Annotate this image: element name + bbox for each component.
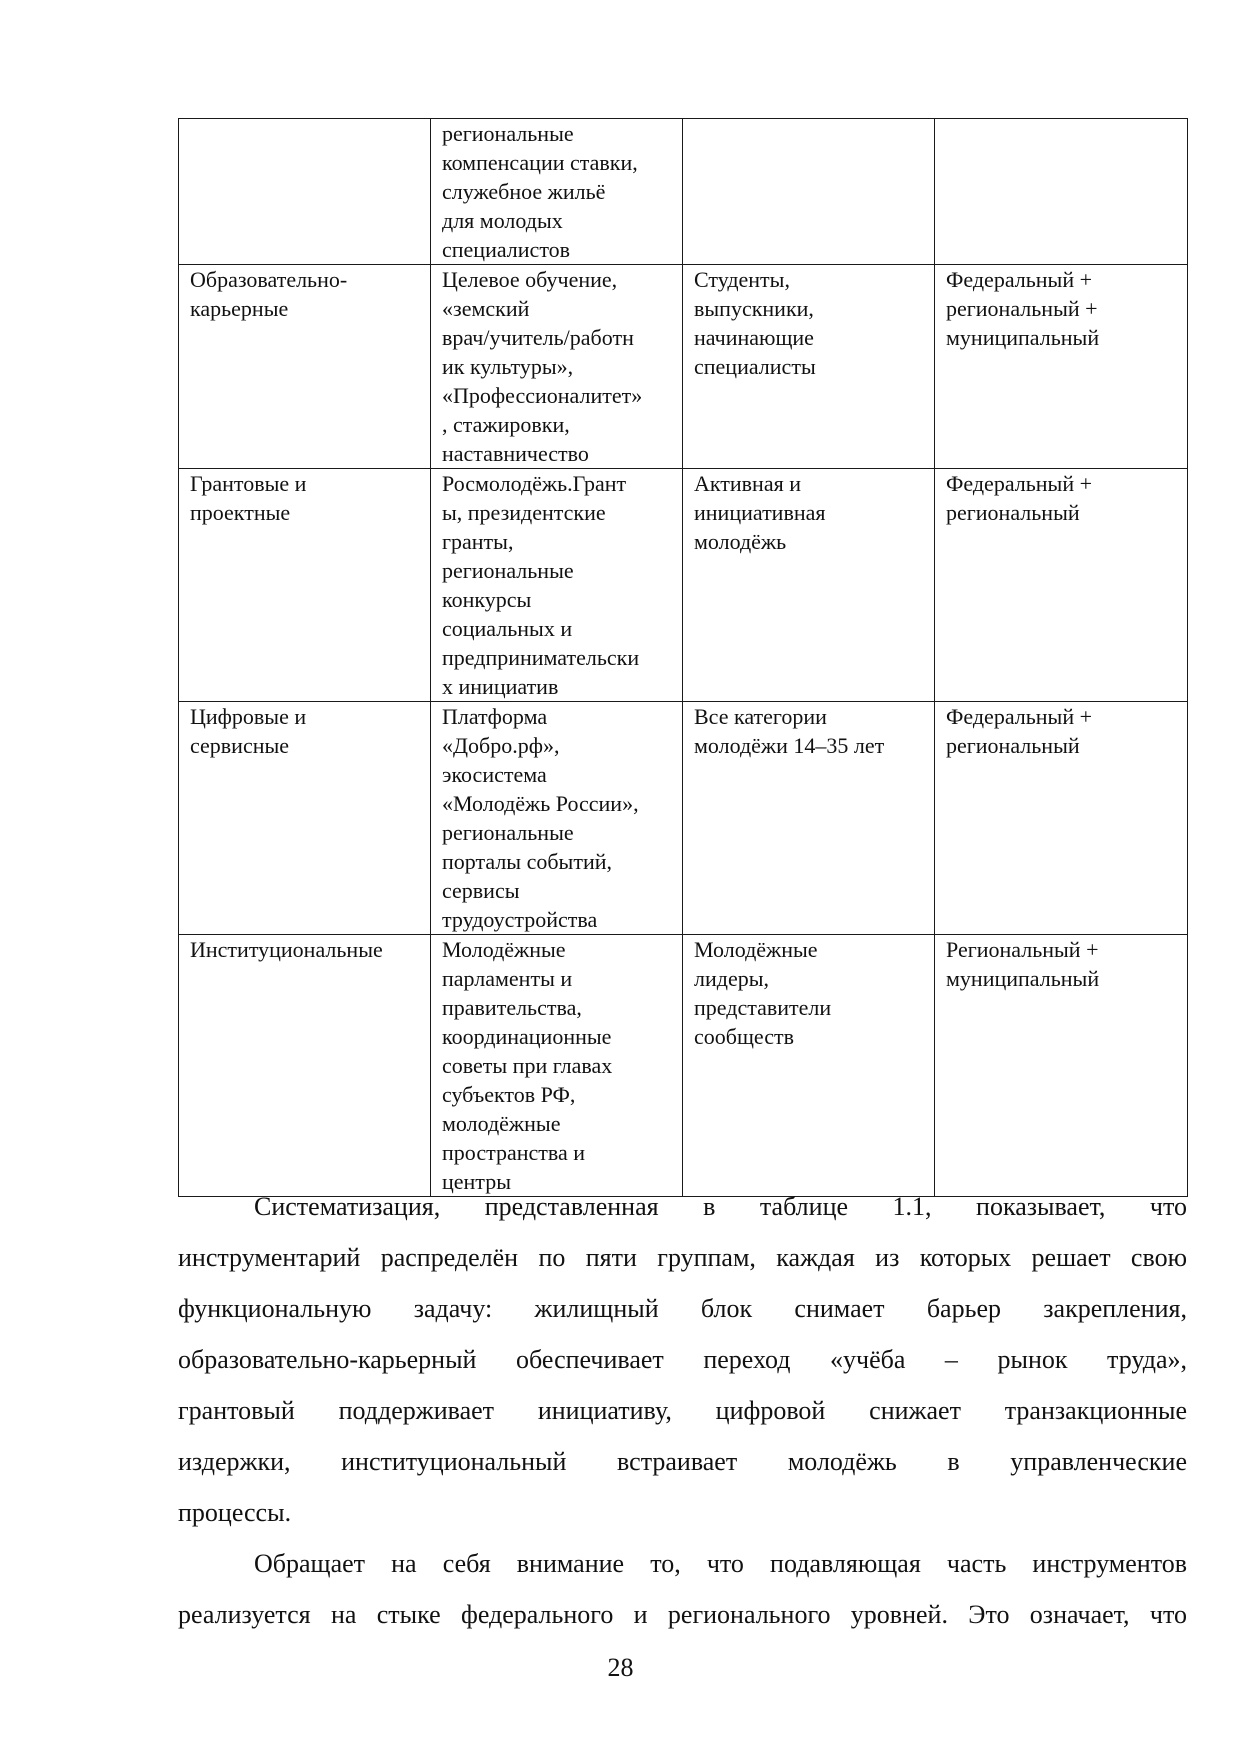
paragraph-line: Систематизация, представленная в таблице 1.1, показывает, что bbox=[254, 1192, 1187, 1221]
table-cell-type bbox=[179, 469, 431, 702]
cell-text-line: координационные bbox=[442, 1024, 612, 1049]
cell-text-line: представители bbox=[694, 995, 832, 1020]
cell-text-line: конкурсы bbox=[442, 587, 532, 612]
cell-text-line: молодёжь bbox=[694, 529, 787, 554]
cell-text-line: ик культуры», bbox=[442, 354, 574, 379]
cell-text-line: Целевое обучение, bbox=[442, 267, 618, 292]
cell-text-line: региональные bbox=[442, 820, 574, 845]
cell-text-line: региональные bbox=[442, 121, 574, 146]
table-cell-type bbox=[179, 935, 431, 1197]
cell-text-line: специалистов bbox=[442, 237, 571, 262]
cell-text-line: порталы событий, bbox=[442, 849, 612, 874]
cell-text-line: Федеральный + bbox=[946, 471, 1093, 496]
cell-text-line: Активная и bbox=[694, 471, 801, 496]
cell-text-line: Молодёжные bbox=[694, 937, 818, 962]
paragraph-line: Обращает на себя внимание то, что подавляющая часть инструментов bbox=[254, 1549, 1187, 1578]
cell-text-line: советы при главах bbox=[442, 1053, 613, 1078]
table-cell-audience bbox=[683, 935, 935, 1197]
cell-text-line: Платформа bbox=[442, 704, 548, 729]
paragraph-line: образовательно-карьерный обеспечивает переход «учёба – рынок труда», bbox=[178, 1345, 1187, 1374]
cell-text-line: сервисные bbox=[190, 733, 290, 758]
cell-text-line: Все категории bbox=[694, 704, 827, 729]
cell-text-line: проектные bbox=[190, 500, 291, 525]
cell-text-line: Грантовые и bbox=[190, 471, 307, 496]
paragraph bbox=[178, 1538, 1187, 1640]
cell-text-line: , стажировки, bbox=[442, 412, 570, 437]
cell-text-line: Федеральный + bbox=[946, 704, 1093, 729]
table-cell-audience bbox=[683, 119, 935, 265]
table-cell-tools bbox=[431, 119, 683, 265]
cell-text-line: специалисты bbox=[694, 354, 816, 379]
paragraph-line: грантовый поддерживает инициативу, цифровой снижает транзакционные bbox=[178, 1396, 1187, 1425]
paragraph-line: процессы. bbox=[178, 1498, 292, 1527]
paragraph-line: функциональную задачу: жилищный блок снимает барьер закрепления, bbox=[178, 1294, 1187, 1323]
cell-text-line: правительства, bbox=[442, 995, 582, 1020]
cell-text-line: трудоустройства bbox=[442, 907, 598, 932]
cell-text-line: Росмолодёжь.Грант bbox=[442, 471, 627, 496]
table-cell-type bbox=[179, 265, 431, 469]
cell-text-line: сервисы bbox=[442, 878, 520, 903]
table-row bbox=[179, 119, 1188, 265]
table-cell-tools bbox=[431, 702, 683, 935]
cell-text-line: муниципальный bbox=[946, 325, 1100, 350]
cell-text-line: экосистема bbox=[442, 762, 547, 787]
table-cell-level bbox=[935, 702, 1188, 935]
cell-text-line: служебное жильё bbox=[442, 179, 606, 204]
cell-text-line: «Профессионалитет» bbox=[442, 383, 643, 408]
table-cell-audience bbox=[683, 469, 935, 702]
table-cell-audience bbox=[683, 265, 935, 469]
cell-text-line: предпринимательски bbox=[442, 645, 640, 670]
youth-policy-tools-table bbox=[178, 118, 1188, 1197]
cell-text-line: лидеры, bbox=[694, 966, 769, 991]
cell-text-line: «Молодёжь России», bbox=[442, 791, 639, 816]
cell-text-line: пространства и bbox=[442, 1140, 586, 1165]
cell-text-line: начинающие bbox=[694, 325, 814, 350]
cell-text-line: молодёжные bbox=[442, 1111, 561, 1136]
cell-text-line: инициативная bbox=[694, 500, 826, 525]
cell-text-line: молодёжи 14–35 лет bbox=[694, 733, 885, 758]
table-cell-tools bbox=[431, 265, 683, 469]
table-row bbox=[179, 265, 1188, 469]
cell-text-line: ы, президентские bbox=[442, 500, 606, 525]
table-cell-tools bbox=[431, 935, 683, 1197]
cell-text-line: муниципальный bbox=[946, 966, 1100, 991]
table-cell-level bbox=[935, 469, 1188, 702]
cell-text-line: Образовательно- bbox=[190, 267, 348, 292]
paragraph-line: реализуется на стыке федерального и регионального уровней. Это означает, что bbox=[178, 1600, 1187, 1629]
table-cell-type bbox=[179, 702, 431, 935]
table-cell-level bbox=[935, 265, 1188, 469]
cell-text-line: региональный + bbox=[946, 296, 1098, 321]
paragraph-line: инструментарий распределён по пяти группам, каждая из которых решает свою bbox=[178, 1243, 1187, 1272]
table-body bbox=[179, 119, 1188, 1197]
cell-text-line: сообществ bbox=[694, 1024, 794, 1049]
cell-text-line: Студенты, bbox=[694, 267, 790, 292]
cell-text-line: Институциональные bbox=[190, 937, 383, 962]
cell-text-line: социальных и bbox=[442, 616, 573, 641]
table-cell-audience bbox=[683, 702, 935, 935]
cell-text-line: региональные bbox=[442, 558, 574, 583]
paragraph bbox=[178, 1181, 1187, 1538]
cell-text-line: Цифровые и bbox=[190, 704, 307, 729]
table-row bbox=[179, 935, 1188, 1197]
table-cell-tools bbox=[431, 469, 683, 702]
cell-text-line: гранты, bbox=[442, 529, 514, 554]
table-cell-type bbox=[179, 119, 431, 265]
cell-text-line: наставничество bbox=[442, 441, 589, 466]
table-row bbox=[179, 702, 1188, 935]
cell-text-line: врач/учитель/работн bbox=[442, 325, 634, 350]
page-number: 28 bbox=[607, 1653, 634, 1682]
cell-text-line: карьерные bbox=[190, 296, 289, 321]
cell-text-line: Региональный + bbox=[946, 937, 1099, 962]
cell-text-line: Молодёжные bbox=[442, 937, 566, 962]
cell-text-line: Федеральный + bbox=[946, 267, 1093, 292]
paragraph-line: издержки, институциональный встраивает молодёжь в управленческие bbox=[178, 1447, 1187, 1476]
cell-text-line: региональный bbox=[946, 733, 1080, 758]
cell-text-line: выпускники, bbox=[694, 296, 814, 321]
cell-text-line: для молодых bbox=[442, 208, 563, 233]
cell-text-line: субъектов РФ, bbox=[442, 1082, 576, 1107]
cell-text-line: «Добро.рф», bbox=[442, 733, 560, 758]
cell-text-line: «земский bbox=[442, 296, 530, 321]
cell-text-line: х инициатив bbox=[442, 674, 559, 699]
cell-text-line: парламенты и bbox=[442, 966, 573, 991]
cell-text-line: региональный bbox=[946, 500, 1080, 525]
table-row bbox=[179, 469, 1188, 702]
cell-text-line: компенсации ставки, bbox=[442, 150, 638, 175]
cell-text-line: центры bbox=[442, 1169, 511, 1194]
table-cell-level bbox=[935, 119, 1188, 265]
table-cell-level bbox=[935, 935, 1188, 1197]
body-text bbox=[178, 1181, 1187, 1640]
